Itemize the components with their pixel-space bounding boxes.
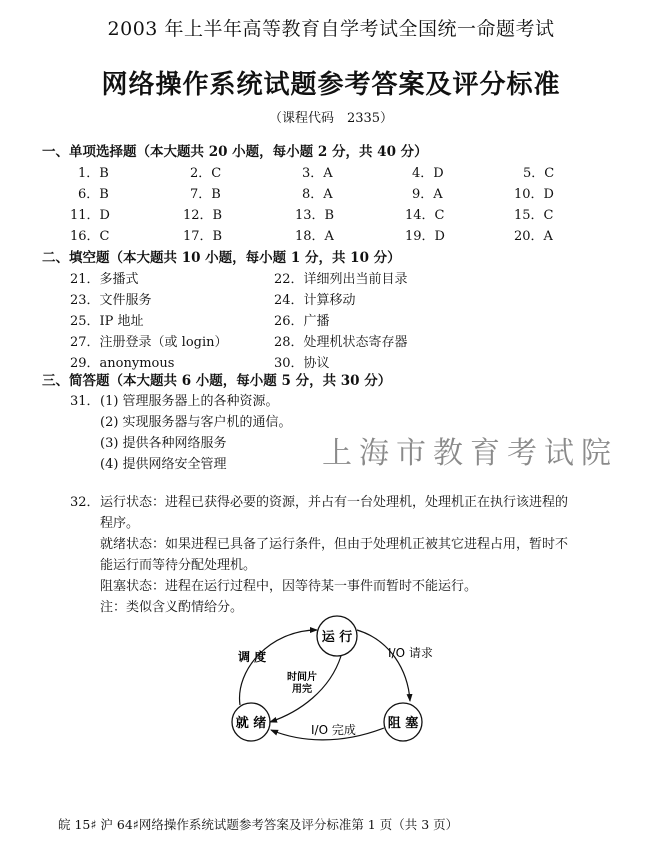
q32-line-6: 注：类似含义酌情给分。 bbox=[100, 600, 244, 615]
state-ready bbox=[232, 703, 270, 741]
svg-text:运 行: 运 行 bbox=[321, 630, 353, 645]
arrow-io-request bbox=[357, 630, 410, 701]
q31-item-1: (1) 管理服务器上的各种资源。 bbox=[100, 394, 279, 409]
answer-5: 5．C bbox=[523, 166, 555, 181]
answer-11: 11．D bbox=[70, 208, 110, 223]
label-io-request: I/O 请求 bbox=[388, 646, 433, 660]
q32-line-1: 运行状态：进程已获得必要的资源，并占有一台处理机，处理机正在执行该进程的 bbox=[100, 495, 569, 510]
svg-text:就 绪: 就 绪 bbox=[235, 716, 267, 731]
answer-13: 13．B bbox=[295, 208, 335, 223]
state-running bbox=[317, 616, 357, 656]
exam-title: 2003 年上半年高等教育自学考试全国统一命题考试 bbox=[107, 18, 555, 40]
answer-28: 28．处理机状态寄存器 bbox=[274, 335, 408, 350]
state-blocked bbox=[384, 703, 422, 741]
process-state-diagram bbox=[200, 600, 460, 770]
svg-text:阻 塞: 阻 塞 bbox=[387, 716, 419, 731]
answer-24: 24．计算移动 bbox=[274, 293, 356, 308]
q31-item-3: (3) 提供各种网络服务 bbox=[100, 436, 227, 451]
answer-18: 18．A bbox=[295, 229, 334, 244]
answer-1: 1．B bbox=[78, 166, 109, 181]
answer-29: 29．anonymous bbox=[70, 356, 175, 371]
q32-line-5: 阻塞状态：进程在运行过程中，因等待某一事件而暂时不能运行。 bbox=[100, 579, 478, 594]
answer-3: 3．A bbox=[302, 166, 333, 181]
label-timeslice-2: 用完 bbox=[292, 684, 312, 695]
section2-heading: 二、填空题（本大题共 10 小题，每小题 1 分，共 10 分） bbox=[42, 250, 401, 266]
page-footer: 皖 15♯ 沪 64♯网络操作系统试题参考答案及评分标准第 1 页（共 3 页） bbox=[58, 817, 459, 832]
answer-22: 22．详细列出当前目录 bbox=[274, 272, 408, 287]
answer-27: 27．注册登录（或 login） bbox=[70, 335, 228, 350]
answer-26: 26．广播 bbox=[274, 314, 330, 329]
answer-20: 20．A bbox=[514, 229, 553, 244]
answer-25: 25．IP 地址 bbox=[70, 314, 144, 329]
q32-line-4: 能运行而等待分配处理机。 bbox=[100, 558, 257, 573]
answer-4: 4．D bbox=[412, 166, 444, 181]
answer-10: 10．D bbox=[514, 187, 554, 202]
label-io-complete: I/O 完成 bbox=[311, 723, 356, 737]
answer-23: 23．文件服务 bbox=[70, 293, 152, 308]
answer-6: 6．B bbox=[78, 187, 109, 202]
answer-16: 16．C bbox=[70, 229, 110, 244]
q31-number: 31． bbox=[70, 394, 100, 409]
q31-item-2: (2) 实现服务器与客户机的通信。 bbox=[100, 415, 292, 430]
q32-line-2: 程序。 bbox=[100, 516, 140, 531]
q31-item-4: (4) 提供网络安全管理 bbox=[100, 457, 227, 472]
answer-14: 14．C bbox=[405, 208, 445, 223]
answer-15: 15．C bbox=[514, 208, 554, 223]
answer-30: 30．协议 bbox=[274, 356, 330, 371]
label-dispatch: 调 度 bbox=[238, 650, 267, 664]
document-title: 网络操作系统试题参考答案及评分标准 bbox=[101, 70, 561, 100]
section1-heading: 一、单项选择题（本大题共 20 小题，每小题 2 分，共 40 分） bbox=[42, 144, 428, 160]
answer-19: 19．D bbox=[405, 229, 445, 244]
answer-8: 8．A bbox=[302, 187, 333, 202]
answer-17: 17．B bbox=[183, 229, 223, 244]
answer-12: 12．B bbox=[183, 208, 223, 223]
course-code: （课程代码 2335） bbox=[268, 111, 394, 126]
answer-7: 7．B bbox=[190, 187, 221, 202]
q32-number: 32． bbox=[70, 495, 100, 510]
section3-heading: 三、简答题（本大题共 6 小题，每小题 5 分，共 30 分） bbox=[42, 373, 392, 389]
institution-stamp-watermark: 上海市教育考试院 bbox=[322, 436, 618, 471]
answer-9: 9．A bbox=[412, 187, 443, 202]
answer-21: 21．多播式 bbox=[70, 272, 139, 287]
answer-2: 2．C bbox=[190, 166, 222, 181]
label-timeslice-1: 时间片 bbox=[287, 672, 317, 683]
q32-line-3: 就绪状态：如果进程已具备了运行条件，但由于处理机正被其它进程占用，暂时不 bbox=[100, 537, 569, 552]
